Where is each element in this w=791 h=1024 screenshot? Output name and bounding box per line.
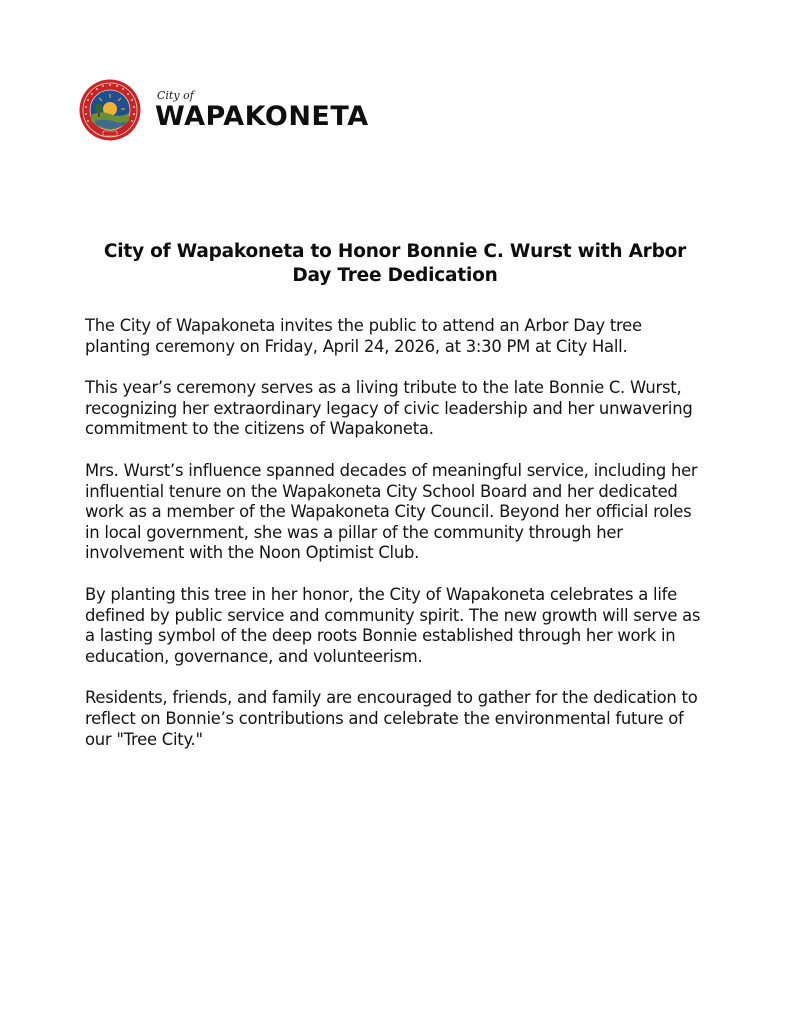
letterhead: [79, 79, 369, 141]
city-seal-icon: [79, 79, 141, 141]
press-release-title: City of Wapakoneta to Honor Bonnie C. Wurst with Arbor Day Tree Dedication: [103, 241, 687, 286]
paragraph-invitation: Residents, friends, and family are encouraged to gather for the dedication to reflect on Bonnie’s contributions and celebrate the environmental future of our "Tree City.": [85, 688, 698, 749]
press-release-body: [85, 316, 710, 771]
paragraph-service-history: Mrs. Wurst’s influence spanned decades of meaningful service, including her influential tenure on the Wapakoneta City School Board and her dedicated work as a member of the Wapakoneta City Council. Beyond her official roles in local government, she was a pillar of the community through her involvement with the Noon Optimist Club.: [85, 460, 698, 563]
wordmark: [155, 89, 369, 132]
city-of-label: City of: [157, 88, 194, 102]
paragraph-tribute: This year’s ceremony serves as a living tribute to the late Bonnie C. Wurst, recognizing her extraordinary legacy of civic leadership and her unwavering commitment to the citizens of Wapakoneta.: [85, 378, 693, 439]
city-name: WAPAKONETA: [155, 100, 369, 132]
paragraph-event-details: The City of Wapakoneta invites the public to attend an Arbor Day tree planting ceremony on Friday, April 24, 2026, at 3:30 PM at City Hall.: [85, 316, 642, 356]
paragraph-tree-symbol: By planting this tree in her honor, the City of Wapakoneta celebrates a life defined by public service and community spirit. The new growth will serve as a lasting symbol of the deep roots Bonnie established through her work in education, governance, and volunteerism.: [85, 584, 701, 666]
